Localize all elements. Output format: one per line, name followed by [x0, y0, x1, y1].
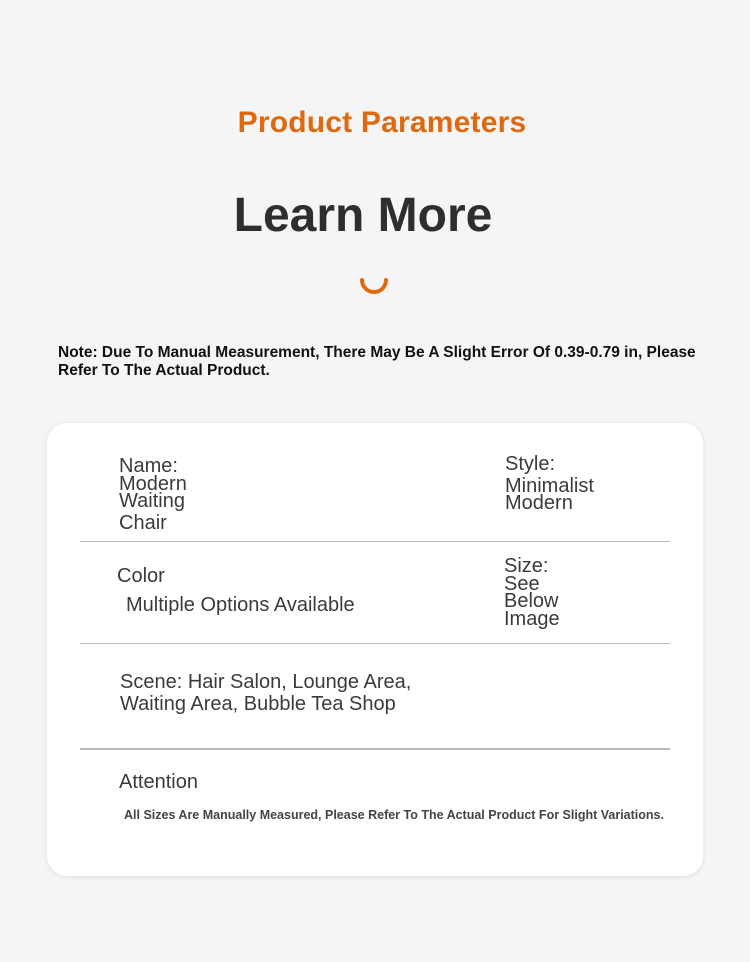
name-value-line: Chair [119, 511, 167, 534]
style-value-line: Modern [505, 492, 573, 514]
name-label: Name: [119, 455, 178, 477]
row-divider [80, 748, 670, 750]
section-subtitle: Product Parameters [237, 106, 527, 139]
size-value-line: Image [504, 607, 560, 630]
scene-line: Scene: Hair Salon, Lounge Area, [120, 671, 412, 693]
page-title: Learn More [233, 189, 493, 242]
style-label: Style: [505, 453, 556, 475]
size-value-line: Below [504, 590, 559, 612]
parameters-card [47, 423, 703, 876]
row-divider [80, 541, 670, 542]
row-divider [80, 643, 670, 644]
size-label: Size: [504, 555, 549, 577]
color-label: Color [117, 565, 165, 587]
arc-ornament-icon [357, 268, 391, 302]
name-field [119, 455, 187, 534]
measurement-note: Note: Due To Manual Measurement, There May Be A Slight Error Of 0.39-0.79 in, Please Refer To The Actual Product. [58, 344, 696, 379]
size-value-line: See [504, 572, 540, 595]
style-value-line: Minimalist [505, 474, 594, 497]
style-field [505, 453, 594, 514]
name-value-line: Modern [119, 472, 187, 495]
scene-line: Waiting Area, Bubble Tea Shop [120, 693, 396, 715]
color-value: Multiple Options Available [126, 594, 355, 616]
attention-text: All Sizes Are Manually Measured, Please Refer To The Actual Product For Slight Variations. [124, 808, 664, 822]
attention-label: Attention [119, 771, 198, 793]
size-field [504, 555, 560, 630]
name-value-line: Waiting [119, 490, 185, 512]
